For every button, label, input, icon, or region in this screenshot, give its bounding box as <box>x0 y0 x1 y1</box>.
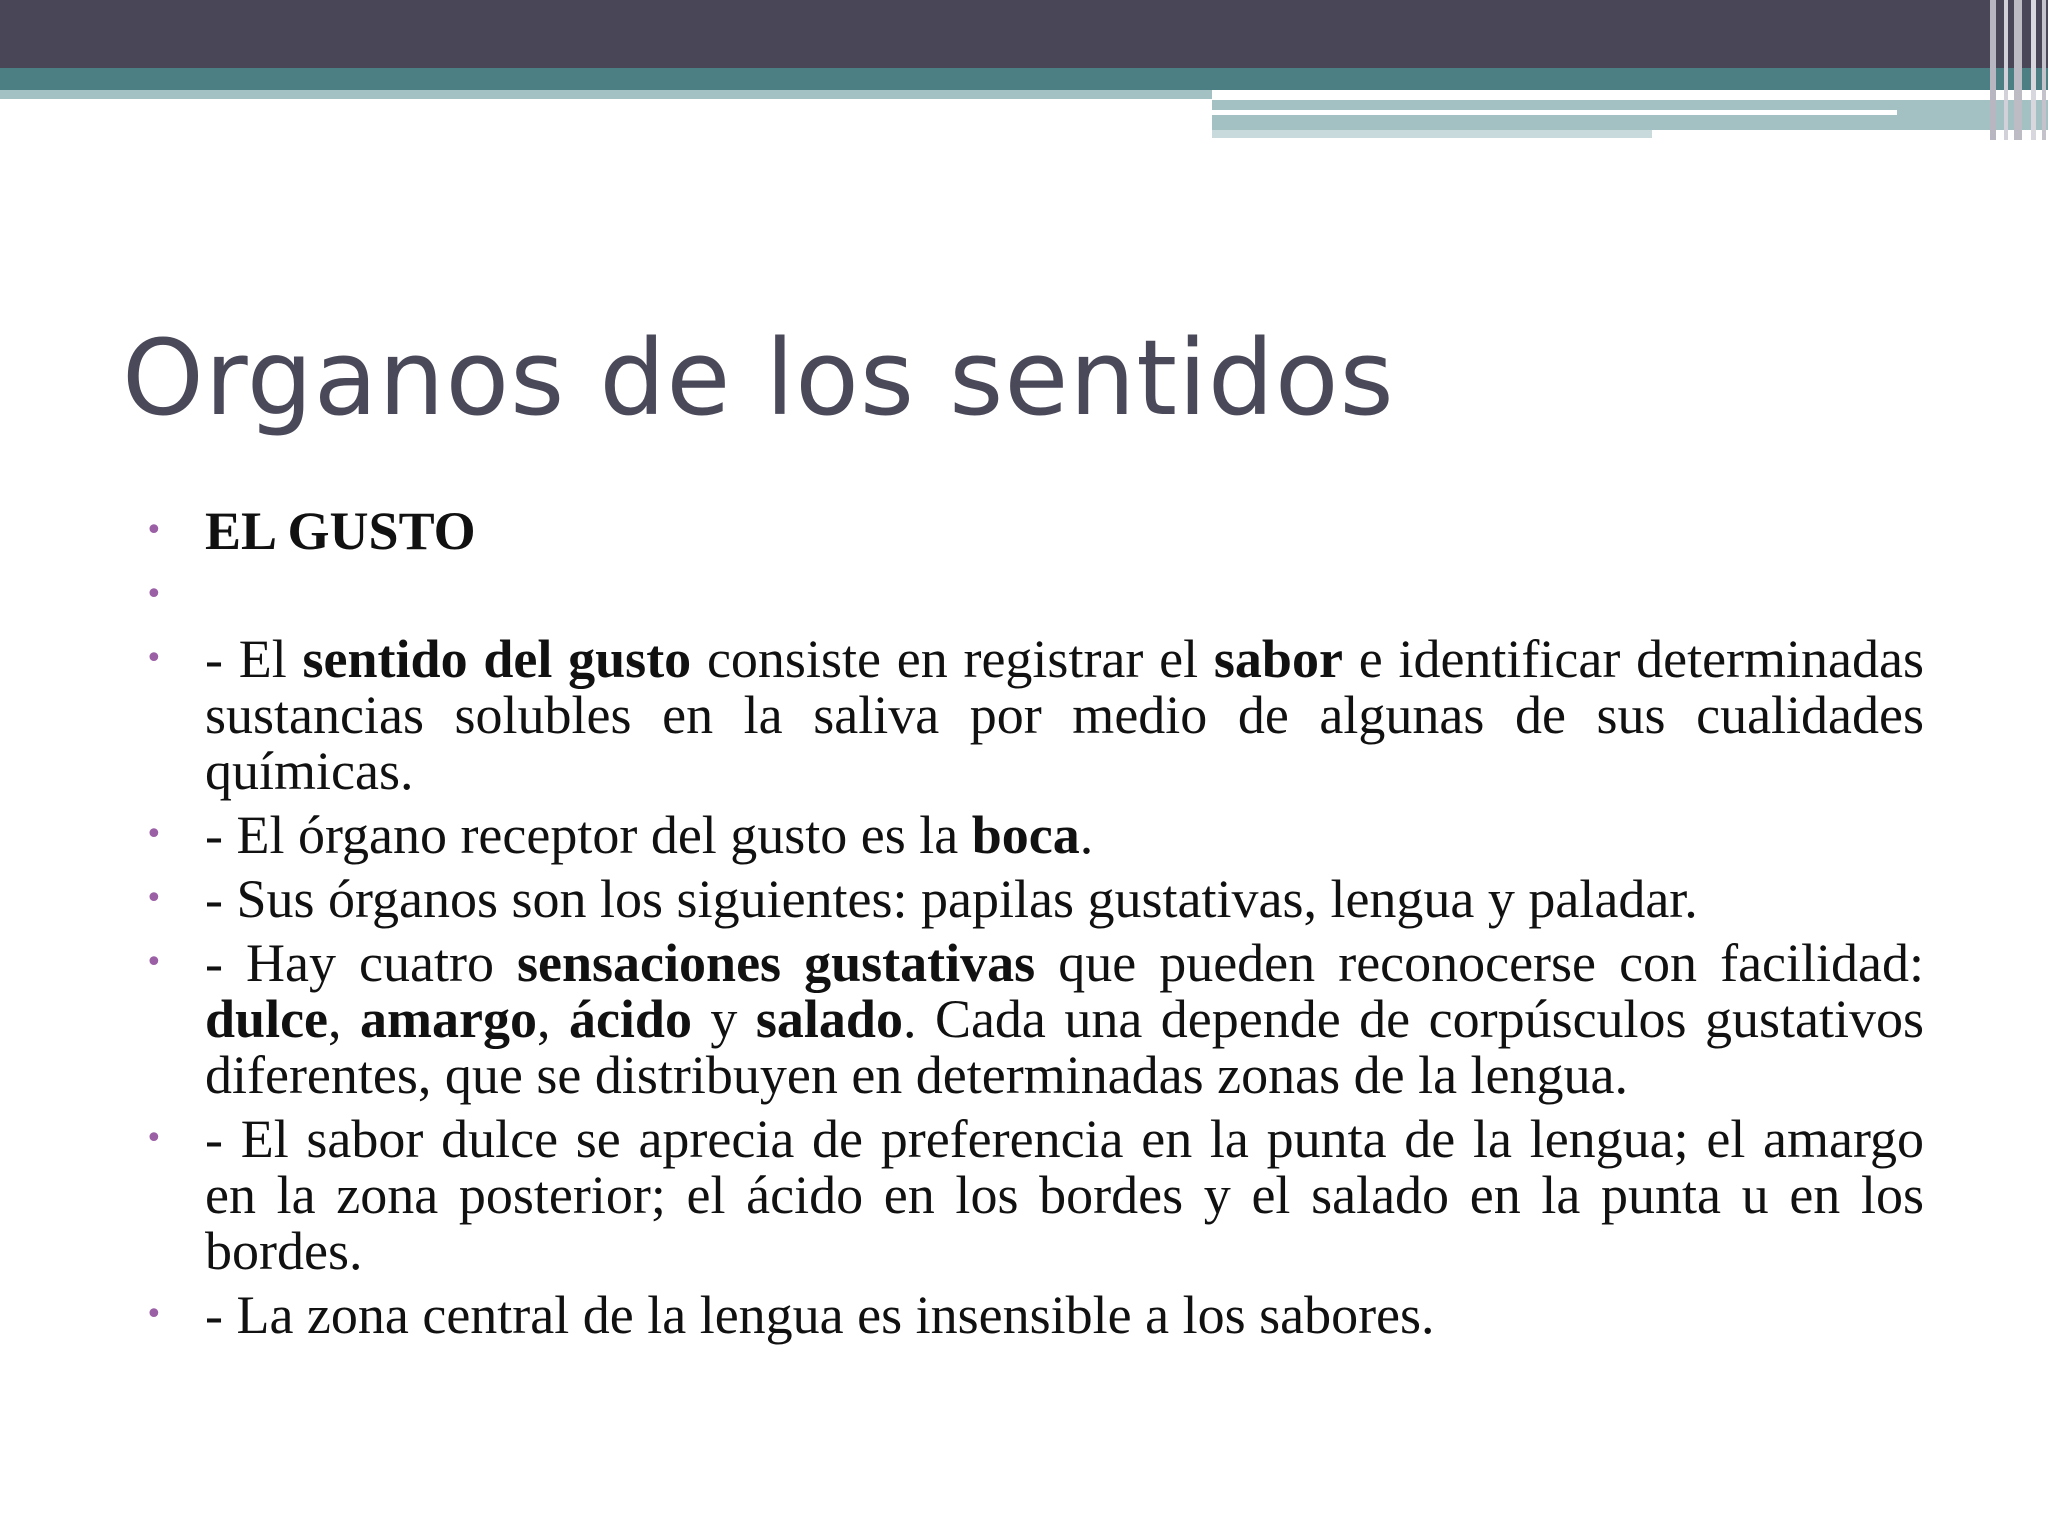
header-band-white-line <box>1212 110 1897 115</box>
bold-text: sabor <box>1213 629 1343 689</box>
bold-text: sentido del gusto <box>302 629 692 689</box>
text: e identificar determinadas sustancias solubles en la saliva por medio de algunas de sus cualidades químicas. <box>205 629 1924 801</box>
bullet-icon: • <box>145 577 163 612</box>
text: - El <box>205 629 303 689</box>
stripe <box>2004 0 2008 140</box>
bullet-item <box>142 631 1924 799</box>
header-band-dark <box>0 0 2048 68</box>
text: . <box>1079 805 1094 865</box>
bold-text: sensaciones gustativas <box>517 933 1036 993</box>
text: - Hay cuatro <box>205 933 518 993</box>
bullet-icon: • <box>145 817 163 852</box>
bullet-icon: • <box>145 1121 163 1156</box>
bullet-item <box>142 807 1924 863</box>
header-stripes-decoration <box>1988 0 2048 140</box>
slide-title: Organos de los sentidos <box>122 317 1395 439</box>
text: - Sus órganos son los siguientes: papilas gustativas, lengua y paladar. <box>205 869 1698 929</box>
bullet-item <box>142 935 1924 1103</box>
text: - La zona central de la lengua es insensible a los sabores. <box>205 1285 1435 1345</box>
header-band-bottom-strip <box>1212 130 1652 138</box>
bullet-item <box>142 567 1924 623</box>
bullet-icon: • <box>145 641 163 676</box>
text: consiste en registrar el <box>691 629 1214 689</box>
text: . Cada una depende de corpúsculos gustativos diferentes, que se distribuyen en determinadas zonas de la lengua. <box>205 989 1925 1105</box>
header-band-light-left <box>0 90 1212 99</box>
header-band-teal <box>0 68 2048 90</box>
bold-text: amargo <box>360 989 537 1049</box>
header-band-light-right <box>1212 100 2048 130</box>
bullet-icon: • <box>145 881 163 916</box>
bullet-item <box>142 871 1924 927</box>
bold-text: dulce <box>205 989 329 1049</box>
text: que pueden reconocerse con facilidad: <box>1035 933 1924 993</box>
bullet-icon: • <box>145 513 163 548</box>
stripe <box>2031 0 2036 140</box>
text: y <box>691 989 756 1049</box>
bullet-item <box>142 1287 1924 1343</box>
text: - El sabor dulce se aprecia de preferencia en la punta de la lengua; el amargo en la zona posterior; el ácido en los bordes y el salado en la punta u en los bordes. <box>205 1109 1924 1281</box>
stripe <box>2042 0 2046 140</box>
stripe <box>1990 0 1996 140</box>
bullet-icon: • <box>145 1297 163 1332</box>
bullet-list <box>142 503 1924 1351</box>
bold-text: boca <box>971 805 1080 865</box>
bold-text: ácido <box>568 989 692 1049</box>
bullet-item <box>142 503 1924 559</box>
text: - El órgano receptor del gusto es la <box>205 805 972 865</box>
stripe <box>2014 0 2022 140</box>
bullet-icon: • <box>145 945 163 980</box>
text: , <box>536 989 569 1049</box>
bold-text: salado <box>755 989 903 1049</box>
bold-text: EL GUSTO <box>205 501 476 561</box>
bullet-item <box>142 1111 1924 1279</box>
text: , <box>328 989 360 1049</box>
